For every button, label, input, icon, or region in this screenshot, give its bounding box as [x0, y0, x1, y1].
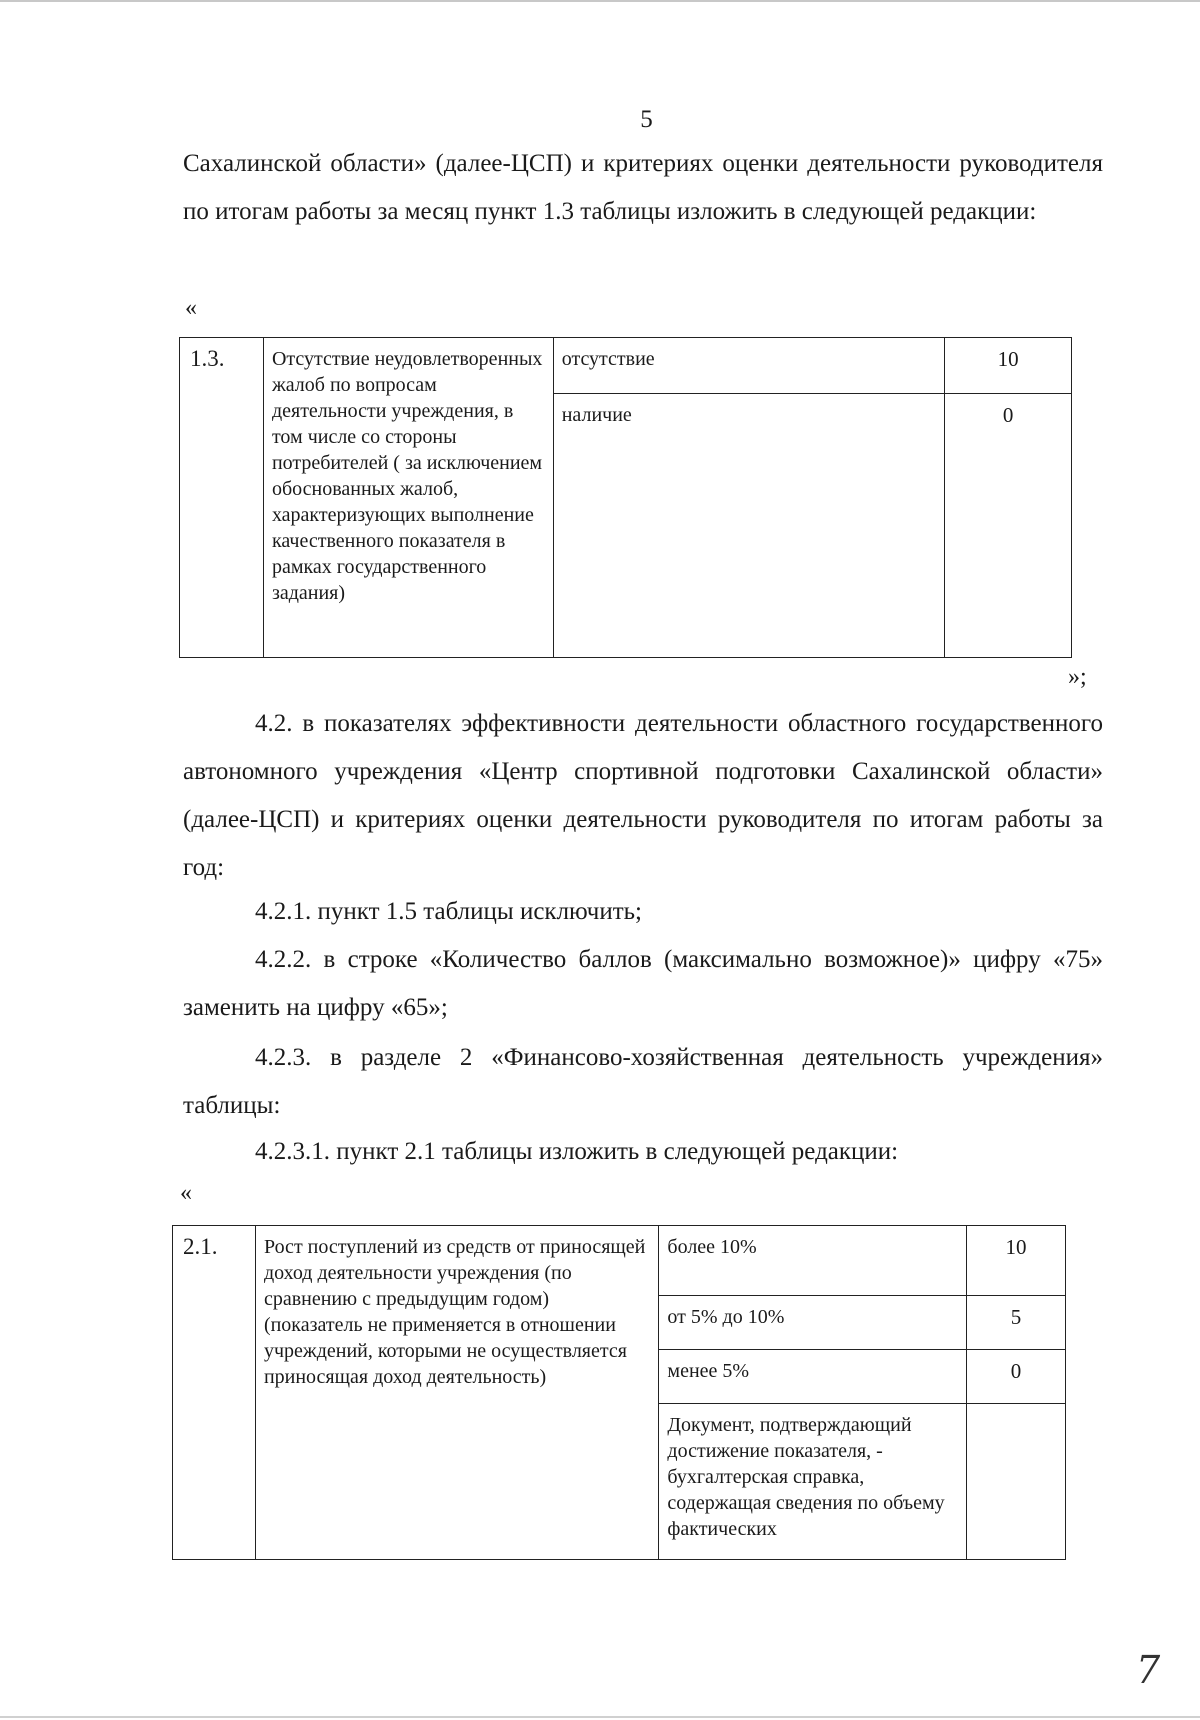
- score-cell: 10: [945, 338, 1072, 394]
- item-number: 1.3.: [180, 338, 264, 658]
- open-quote-1: «: [185, 295, 197, 321]
- criterion-text: Рост поступлений из средств от приносящей доход деятельности учреждения (по сравнению с предыдущим годом) (показатель не применяется в отношении учреждений, которыми не осуществляется приносящая доход деятельность): [255, 1226, 658, 1560]
- condition-cell: менее 5%: [659, 1350, 967, 1404]
- page-number: 5: [640, 106, 653, 133]
- criteria-table-1-3: [179, 337, 1072, 658]
- open-quote-2: «: [180, 1180, 192, 1206]
- score-cell: 0: [967, 1350, 1066, 1404]
- score-cell: [967, 1404, 1066, 1560]
- close-quote-1: »;: [1068, 664, 1087, 690]
- score-cell: 10: [967, 1226, 1066, 1296]
- paragraph-4-2-text: 4.2. в показателях эффективности деятельности областного государственного автономного учреждения «Центр спортивной подготовки Сахалинской области» (далее-ЦСП) и критериях оценки деятельности руководителя по итогам работы за год:: [183, 710, 1103, 881]
- paragraph-4-2-3-1: 4.2.3.1. пункт 2.1 таблицы изложить в следующей редакции:: [255, 1138, 899, 1165]
- intro-paragraph: Сахалинской области» (далее-ЦСП) и критериях оценки деятельности руководителя по итогам работы за месяц пункт 1.3 таблицы изложить в следующей редакции:: [183, 150, 1103, 225]
- score-cell: 0: [945, 394, 1072, 658]
- paragraph-4-2-2: 4.2.2. в строке «Количество баллов (максимально возможное)» цифру «75» заменить на цифру «65»;: [183, 946, 1103, 1021]
- condition-cell: от 5% до 10%: [659, 1296, 967, 1350]
- page-bottom-edge: [0, 1716, 1200, 1718]
- condition-cell: более 10%: [659, 1226, 967, 1296]
- table-row: [173, 1226, 1066, 1296]
- criterion-text: Отсутствие неудовлетворенных жалоб по вопросам деятельности учреждения, в том числе со стороны потребителей ( за исключением обоснованных жалоб, характеризующих выполнение качественного показателя в рамках государственного задания): [263, 338, 553, 658]
- table-row: [180, 338, 1072, 394]
- paragraph-4-2-3: 4.2.3. в разделе 2 «Финансово-хозяйственная деятельность учреждения» таблицы:: [183, 1044, 1103, 1119]
- paragraph-4-2: [183, 700, 1103, 892]
- item-number: 2.1.: [173, 1226, 256, 1560]
- criteria-table-2-1: [172, 1225, 1066, 1560]
- score-cell: 5: [967, 1296, 1066, 1350]
- condition-cell: отсутствие: [553, 338, 944, 394]
- condition-cell: наличие: [553, 394, 944, 658]
- condition-cell: Документ, подтверждающий достижение показателя, - бухгалтерская справка, содержащая сведения по объему фактических: [659, 1404, 967, 1560]
- page-top-edge: [0, 0, 1200, 2]
- handwritten-page-mark: 7: [1136, 1648, 1161, 1692]
- paragraph-4-2-1: 4.2.1. пункт 1.5 таблицы исключить;: [255, 898, 642, 925]
